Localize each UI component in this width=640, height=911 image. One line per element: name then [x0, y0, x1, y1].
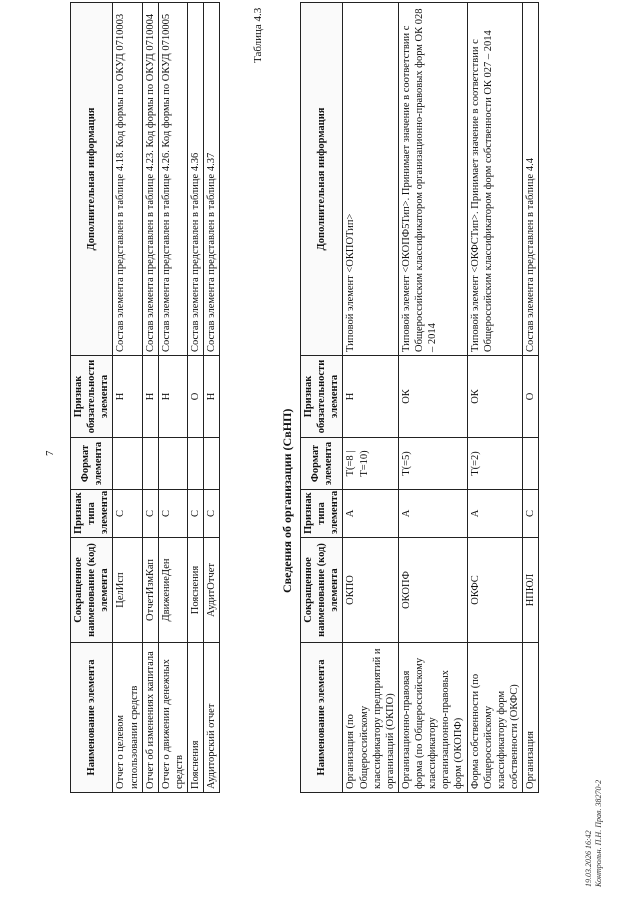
cell-required: ОК: [398, 356, 467, 438]
header-required: Признак обязательности элемента: [301, 356, 343, 438]
cell-code: ОКФС: [467, 538, 523, 643]
header-type: Признак типа элемента: [71, 490, 113, 538]
table-row: [142, 3, 158, 793]
page-number: 7: [44, 450, 56, 456]
table-row: [113, 3, 142, 793]
balance-forms-table: [70, 2, 220, 793]
cell-info: Типовой элемент <ОКОПФ5Тип>. Принимает значение в соответствии с Общероссийским классификатором организационно-правовых форм ОК 028 – 2014: [398, 3, 467, 356]
header-code: Сокращенное наименование (код) элемента: [301, 538, 343, 643]
header-required: Признак обязательности элемента: [71, 356, 113, 438]
cell-required: Н: [113, 356, 142, 438]
cell-type: А: [467, 490, 523, 538]
header-name: Наименование элемента: [71, 643, 113, 793]
cell-required: Н: [204, 356, 220, 438]
cell-required: Н: [142, 356, 158, 438]
organization-info-table: [300, 2, 539, 793]
cell-code: ДвижениеДен: [158, 538, 187, 643]
cell-format: [204, 438, 220, 490]
cell-code: ЦелИсп: [113, 538, 142, 643]
header-name: Наименование элемента: [301, 643, 343, 793]
cell-info: Состав элемента представлен в таблице 4.23. Код формы по ОКУД 0710004: [142, 3, 158, 356]
cell-format: [188, 438, 204, 490]
cell-type: С: [188, 490, 204, 538]
cell-code: АудитОтчет: [204, 538, 220, 643]
cell-type: А: [343, 490, 399, 538]
table-row: [343, 3, 399, 793]
header-info: Дополнительная информация: [301, 3, 343, 356]
header-type: Признак типа элемента: [301, 490, 343, 538]
cell-format: T(=8 | T=10): [343, 438, 399, 490]
cell-type: С: [523, 490, 539, 538]
cell-type: С: [158, 490, 187, 538]
cell-code: ОтчетИзмКап: [142, 538, 158, 643]
table-row: [398, 3, 467, 793]
cell-format: [523, 438, 539, 490]
cell-name: Организационно-правовая форма (по Общероссийскому классификатору организационно-правовых форм (ОКОПФ): [398, 643, 467, 793]
cell-info: Состав элемента представлен в таблице 4.36: [188, 3, 204, 356]
header-format: Формат элемента: [301, 438, 343, 490]
cell-type: С: [204, 490, 220, 538]
cell-name: Отчет об изменениях капитала: [142, 643, 158, 793]
cell-format: [113, 438, 142, 490]
cell-required: Н: [158, 356, 187, 438]
cell-code: ОКПО: [343, 538, 399, 643]
cell-info: Состав элемента представлен в таблице 4.37: [204, 3, 220, 356]
cell-name: Пояснения: [188, 643, 204, 793]
table-caption: Сведения об организации (СвНП): [280, 408, 294, 593]
table-header-row: [71, 3, 113, 793]
cell-code: ОКОПФ: [398, 538, 467, 643]
header-info: Дополнительная информация: [71, 3, 113, 356]
cell-name: Отчет о целевом использовании средств: [113, 643, 142, 793]
footer-line: Контрольн. П.Н. Прав. 38270-2: [594, 779, 604, 887]
cell-required: О: [523, 356, 539, 438]
cell-format: T(=5): [398, 438, 467, 490]
table-row: [204, 3, 220, 793]
header-format: Формат элемента: [71, 438, 113, 490]
cell-name: Организация: [523, 643, 539, 793]
cell-code: НПЮЛ: [523, 538, 539, 643]
table-label: Таблица 4.3: [252, 7, 264, 63]
cell-name: Организация (по Общероссийскому классификатору предприятий и организаций (ОКПО): [343, 643, 399, 793]
cell-info: Состав элемента представлен в таблице 4.26. Код формы по ОКУД 0710005: [158, 3, 187, 356]
cell-required: О: [188, 356, 204, 438]
cell-format: T(=2): [467, 438, 523, 490]
cell-type: А: [398, 490, 467, 538]
cell-format: [142, 438, 158, 490]
footer-stamp: [584, 780, 605, 887]
cell-name: Аудиторский отчет: [204, 643, 220, 793]
cell-format: [158, 438, 187, 490]
table-row: [188, 3, 204, 793]
cell-info: Состав элемента представлен в таблице 4.18. Код формы по ОКУД 0710003: [113, 3, 142, 356]
table-header-row: [301, 3, 343, 793]
cell-name: Отчет о движении денежных средств: [158, 643, 187, 793]
cell-info: Типовой элемент <ОКФСТип>. Принимает значение в соответствии с Общероссийским классификатором форм собственности ОК 027 – 2014: [467, 3, 523, 356]
cell-info: Типовой элемент <ОКПОТип>: [343, 3, 399, 356]
footer-line: 19.03.2026 16:42: [584, 830, 593, 887]
cell-code: Пояснения: [188, 538, 204, 643]
header-code: Сокращенное наименование (код) элемента: [71, 538, 113, 643]
cell-info: Состав элемента представлен в таблице 4.4: [523, 3, 539, 356]
table-row: [467, 3, 523, 793]
cell-type: С: [113, 490, 142, 538]
cell-type: С: [142, 490, 158, 538]
table-row: [523, 3, 539, 793]
cell-name: Форма собственности (по Общероссийскому классификатору форм собственности (ОКФС): [467, 643, 523, 793]
table-row: [158, 3, 187, 793]
cell-required: ОК: [467, 356, 523, 438]
cell-required: Н: [343, 356, 399, 438]
